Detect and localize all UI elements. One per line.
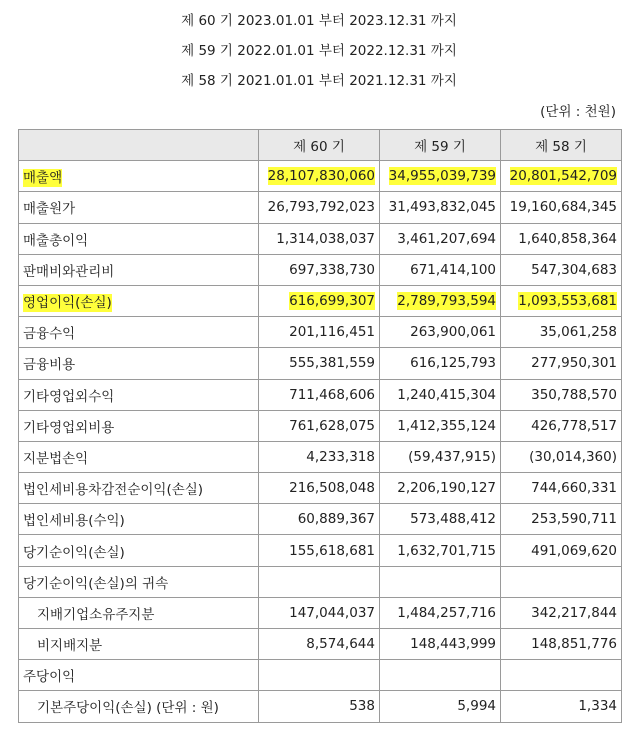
row-label-text: 비지배지분 [37, 638, 103, 655]
value-text: 19,160,684,345 [509, 199, 617, 216]
value-cell [501, 629, 622, 660]
value-text: 31,493,832,045 [388, 199, 496, 216]
row-label [19, 473, 259, 504]
value-cell [501, 192, 622, 223]
value-cell [501, 691, 622, 722]
value-cell [259, 535, 380, 566]
row-label-text: 기타영업외비용 [23, 419, 115, 436]
value-text: 616,699,307 [289, 293, 375, 310]
value-cell [380, 379, 501, 410]
value-cell [259, 223, 380, 254]
value-text: (59,437,915) [408, 448, 496, 465]
row-label [19, 379, 259, 410]
value-cell [259, 597, 380, 628]
table-row [19, 161, 622, 192]
value-cell [501, 473, 622, 504]
value-cell [380, 285, 501, 316]
value-text: 263,900,061 [410, 324, 496, 341]
value-text: 28,107,830,060 [267, 168, 375, 185]
row-label [19, 192, 259, 223]
table-row [19, 285, 622, 316]
table-row [19, 660, 622, 691]
row-label [19, 629, 259, 660]
value-text: 1,484,257,716 [397, 604, 496, 621]
value-cell [259, 285, 380, 316]
row-label-text: 영업이익(손실) [23, 295, 112, 312]
row-label-text: 기본주당이익(손실) (단위 : 원) [37, 700, 219, 717]
value-cell [501, 223, 622, 254]
table-row [19, 223, 622, 254]
table-row [19, 254, 622, 285]
value-text: 2,206,190,127 [397, 480, 496, 497]
value-cell [380, 192, 501, 223]
value-text: 1,334 [578, 698, 617, 715]
header-label-cell [19, 130, 259, 161]
row-label [19, 597, 259, 628]
row-label-text: 금융비용 [23, 357, 76, 374]
value-text: 697,338,730 [289, 261, 375, 278]
value-text: 148,851,776 [531, 636, 617, 653]
income-statement-table [18, 129, 622, 723]
table-body [19, 161, 622, 722]
value-text: 1,093,553,681 [518, 293, 617, 310]
value-cell [259, 691, 380, 722]
value-cell [380, 441, 501, 472]
value-cell [259, 410, 380, 441]
value-cell [501, 285, 622, 316]
value-cell [380, 535, 501, 566]
value-text: 26,793,792,023 [267, 199, 375, 216]
table-row [19, 317, 622, 348]
header-period-60: 제 60 기 [259, 130, 380, 161]
value-text: 1,640,858,364 [518, 230, 617, 247]
row-label-text: 법인세비용(수익) [23, 513, 125, 530]
value-text: 547,304,683 [531, 261, 617, 278]
row-label-text: 기타영업외수익 [23, 388, 115, 405]
row-label-text: 주당이익 [23, 669, 76, 686]
value-cell [259, 629, 380, 660]
value-text: 147,044,037 [289, 604, 375, 621]
value-cell [380, 254, 501, 285]
value-text: 616,125,793 [410, 355, 496, 372]
value-cell [501, 504, 622, 535]
value-text: 277,950,301 [531, 355, 617, 372]
value-cell [259, 317, 380, 348]
value-text: 555,381,559 [289, 355, 375, 372]
value-cell [259, 660, 380, 691]
table-row [19, 566, 622, 597]
value-cell [501, 660, 622, 691]
row-label-text: 지분법손익 [23, 450, 89, 467]
value-text: 216,508,048 [289, 480, 375, 497]
value-cell [501, 379, 622, 410]
table-row [19, 473, 622, 504]
value-text: 761,628,075 [289, 417, 375, 434]
value-cell [380, 504, 501, 535]
row-label [19, 161, 259, 192]
value-text: 1,632,701,715 [397, 542, 496, 559]
unit-label: (단위 : 천원) [540, 104, 616, 120]
value-text: 1,314,038,037 [276, 230, 375, 247]
value-cell [380, 691, 501, 722]
value-text: 491,069,620 [531, 542, 617, 559]
value-cell [259, 566, 380, 597]
value-text: 711,468,606 [289, 386, 375, 403]
table-row [19, 379, 622, 410]
value-text: 671,414,100 [410, 261, 496, 278]
row-label [19, 504, 259, 535]
value-cell [380, 566, 501, 597]
value-text: 538 [349, 698, 375, 715]
value-cell [259, 379, 380, 410]
row-label [19, 254, 259, 285]
value-cell [501, 254, 622, 285]
value-cell [501, 566, 622, 597]
row-label [19, 660, 259, 691]
table-row [19, 535, 622, 566]
table-row [19, 348, 622, 379]
value-cell [380, 223, 501, 254]
value-cell [380, 660, 501, 691]
row-label [19, 691, 259, 722]
value-cell [259, 504, 380, 535]
value-cell [501, 410, 622, 441]
table-row [19, 410, 622, 441]
value-cell [501, 535, 622, 566]
value-text: 1,412,355,124 [397, 417, 496, 434]
value-text: (30,014,360) [529, 448, 617, 465]
value-text: 253,590,711 [531, 511, 617, 528]
value-text: 20,801,542,709 [509, 168, 617, 185]
row-label-text: 매출액 [23, 170, 63, 187]
value-cell [501, 348, 622, 379]
table-row [19, 441, 622, 472]
header-period-58: 제 58 기 [501, 130, 622, 161]
period-line-59: 제 59 기 2022.01.01 부터 2022.12.31 까지 [181, 43, 457, 59]
table-row [19, 504, 622, 535]
value-text: 426,778,517 [531, 417, 617, 434]
value-text: 201,116,451 [289, 324, 375, 341]
value-cell [380, 597, 501, 628]
table-row [19, 629, 622, 660]
value-text: 573,488,412 [410, 511, 496, 528]
value-text: 148,443,999 [410, 636, 496, 653]
value-cell [259, 473, 380, 504]
value-cell [259, 348, 380, 379]
value-cell [501, 441, 622, 472]
row-label-text: 법인세비용차감전순이익(손실) [23, 482, 204, 499]
value-cell [380, 629, 501, 660]
value-text: 2,789,793,594 [397, 293, 496, 310]
value-cell [380, 473, 501, 504]
value-cell [259, 161, 380, 192]
row-label-text: 당기순이익(손실) [23, 544, 125, 561]
period-line-60: 제 60 기 2023.01.01 부터 2023.12.31 까지 [181, 13, 457, 29]
value-cell [380, 161, 501, 192]
value-cell [501, 597, 622, 628]
value-text: 60,889,367 [297, 511, 375, 528]
table-header-row [19, 130, 622, 161]
value-text: 342,217,844 [531, 604, 617, 621]
row-label [19, 535, 259, 566]
value-cell [501, 317, 622, 348]
row-label [19, 223, 259, 254]
value-cell [380, 410, 501, 441]
row-label-text: 판매비와관리비 [23, 263, 115, 280]
row-label-text: 매출총이익 [23, 232, 89, 249]
value-cell [259, 254, 380, 285]
row-label-text: 당기순이익(손실)의 귀속 [23, 575, 169, 592]
value-text: 1,240,415,304 [397, 386, 496, 403]
value-text: 35,061,258 [539, 324, 617, 341]
row-label-text: 매출원가 [23, 201, 76, 218]
row-label [19, 348, 259, 379]
row-label-text: 금융수익 [23, 326, 76, 343]
value-text: 350,788,570 [531, 386, 617, 403]
header-period-59: 제 59 기 [380, 130, 501, 161]
value-text: 34,955,039,739 [388, 168, 496, 185]
row-label [19, 410, 259, 441]
value-text: 8,574,644 [306, 636, 375, 653]
value-cell [501, 161, 622, 192]
row-label [19, 441, 259, 472]
row-label [19, 317, 259, 348]
table-row [19, 691, 622, 722]
row-label [19, 566, 259, 597]
table-row [19, 597, 622, 628]
period-line-58: 제 58 기 2021.01.01 부터 2021.12.31 까지 [181, 73, 457, 89]
value-cell [380, 348, 501, 379]
value-text: 744,660,331 [531, 480, 617, 497]
value-text: 4,233,318 [306, 448, 375, 465]
table-row [19, 192, 622, 223]
value-cell [259, 192, 380, 223]
row-label-text: 지배기업소유주지분 [37, 606, 155, 623]
value-text: 5,994 [457, 698, 496, 715]
value-text: 155,618,681 [289, 542, 375, 559]
row-label [19, 285, 259, 316]
value-cell [380, 317, 501, 348]
value-text: 3,461,207,694 [397, 230, 496, 247]
value-cell [259, 441, 380, 472]
